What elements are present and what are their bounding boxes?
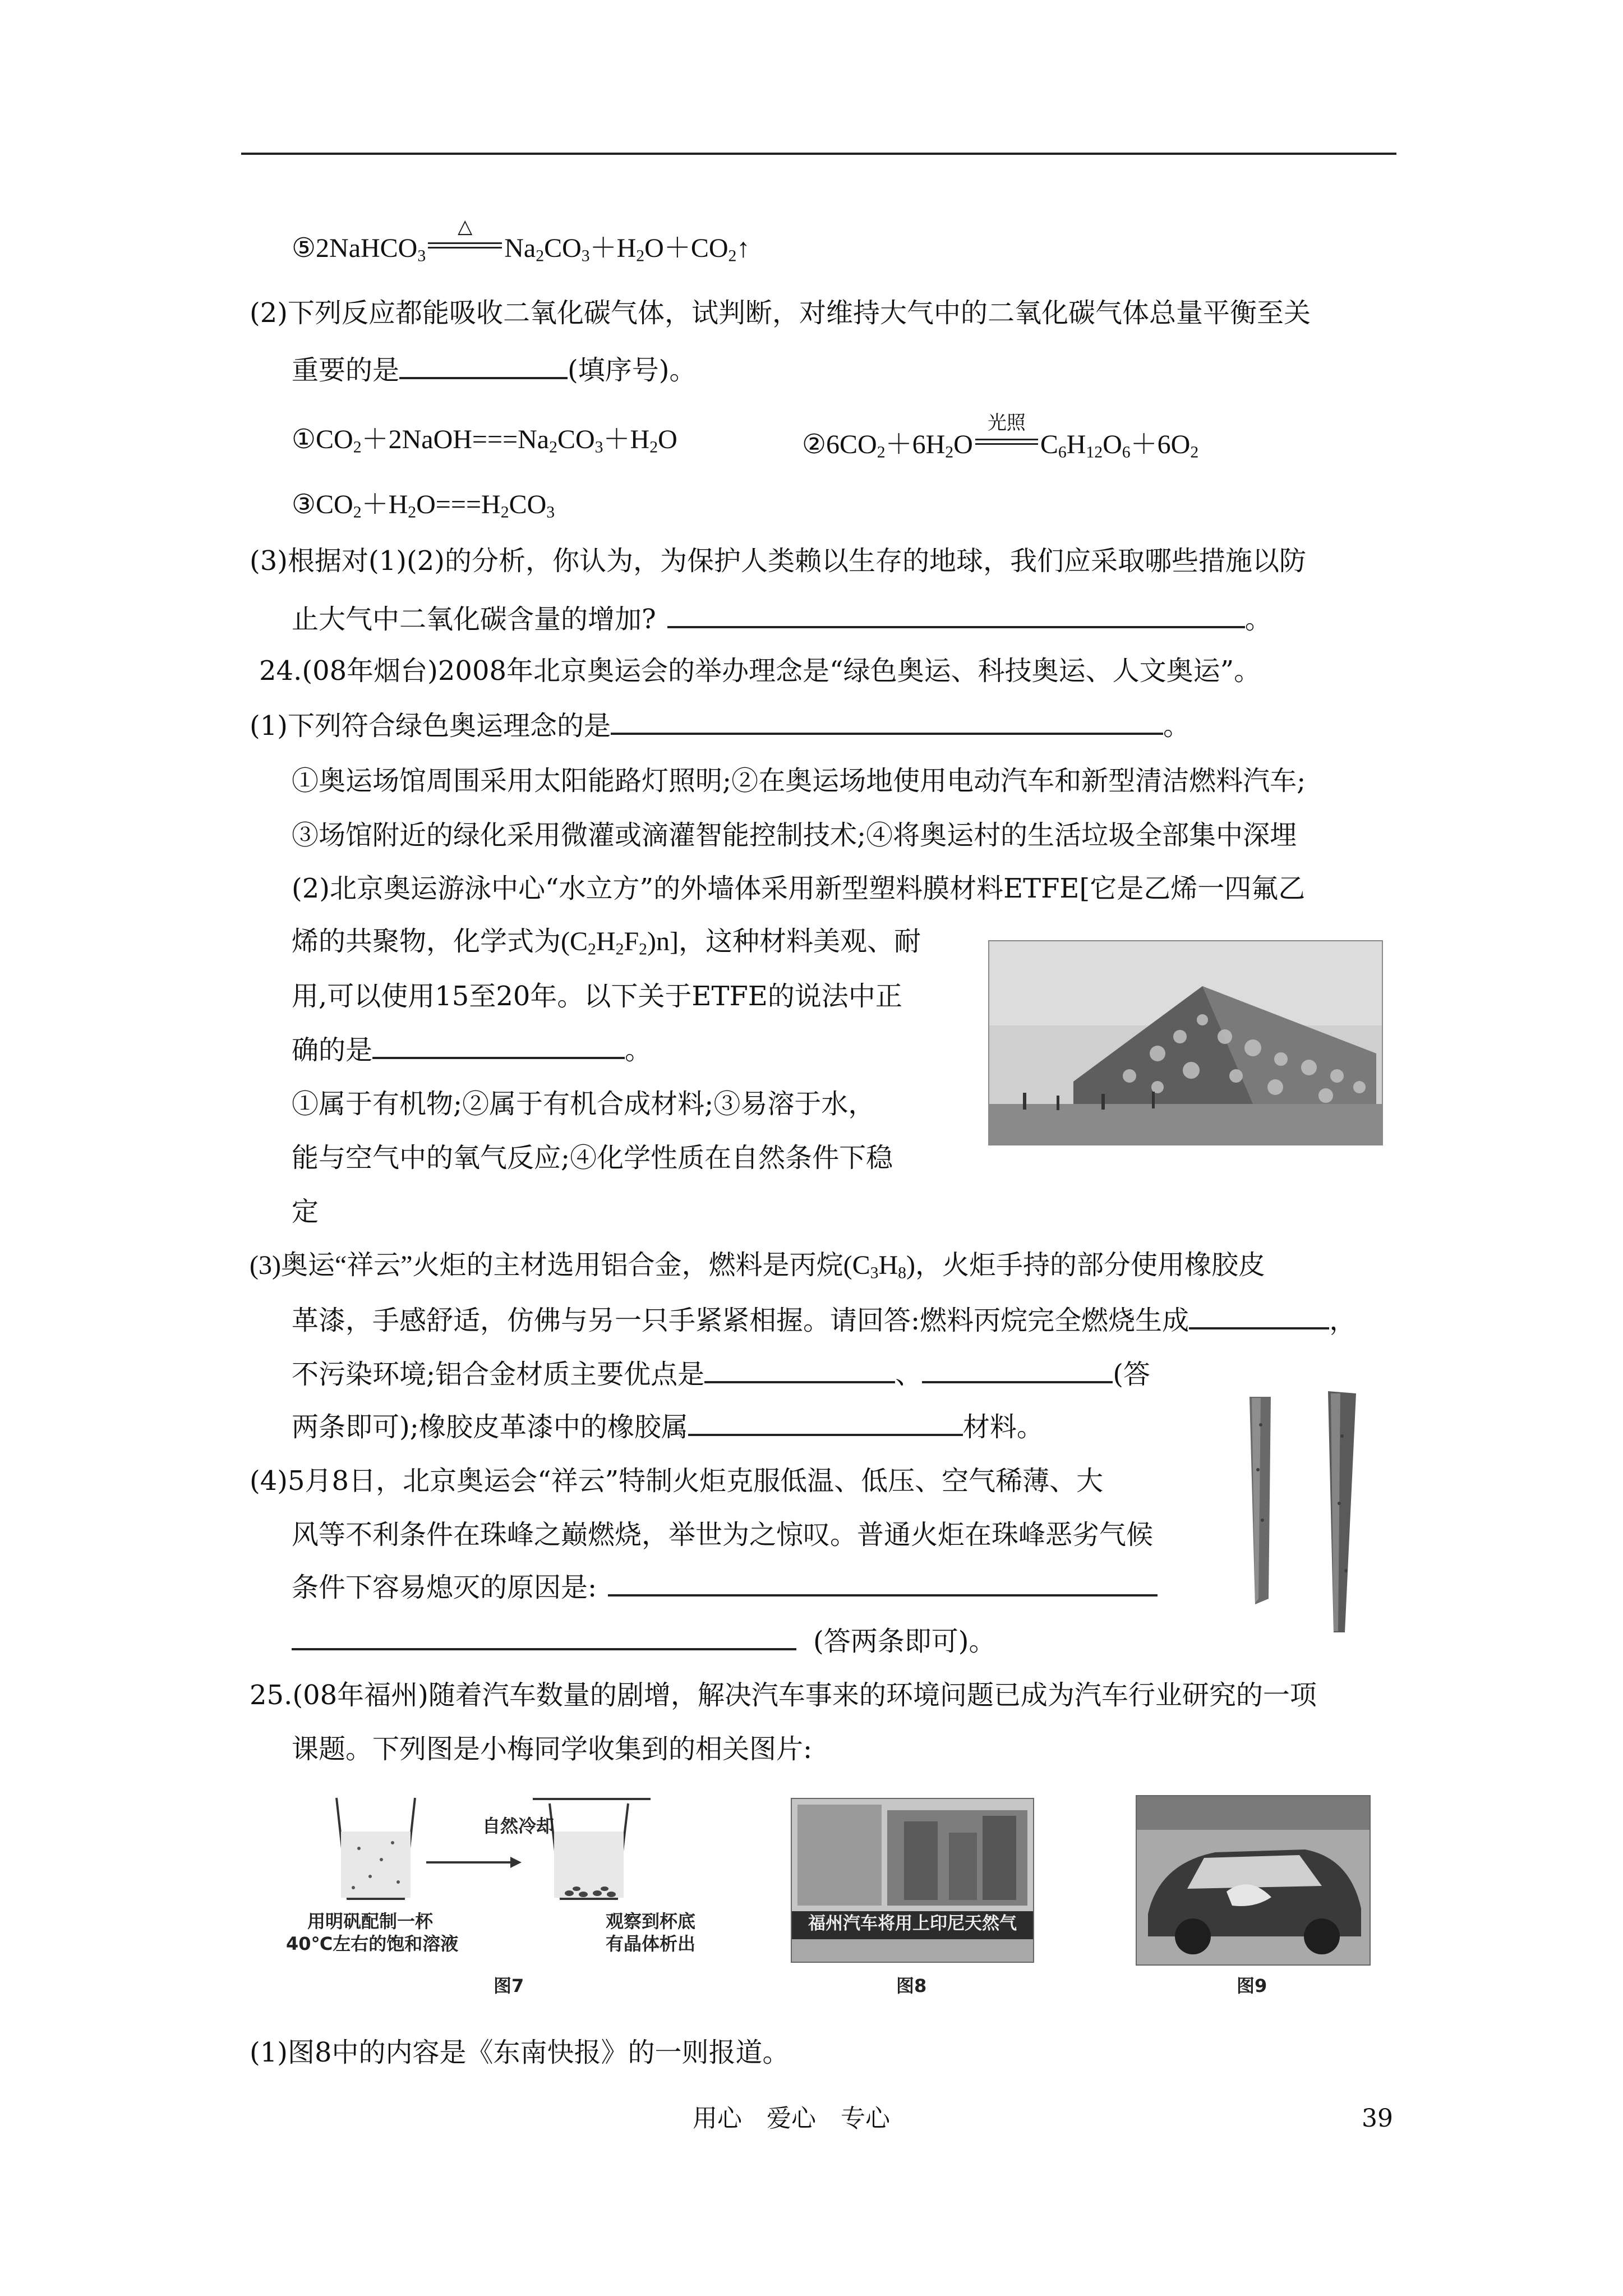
fig7-label: 图7 (494, 1975, 524, 1996)
q24-heading: 24.(08年烟台)2008年北京奥运会的举办理念是“绿色奥运、科技奥运、人文奥运”。 (259, 655, 1261, 687)
q24-part3-line2: 革漆，手感舒适，仿佛与另一只手紧紧相握。请回答:燃料丙烷完全燃烧生成 ， (292, 1305, 1357, 1336)
q23-part3-line1: (3)根据对(1)(2)的分析，你认为，为保护人类赖以生存的地球，我们应采取哪些措施以防 (250, 545, 1306, 577)
fig7-arrow-label: 自然冷却 (482, 1815, 555, 1837)
q24-part2-line1: (2)北京奥运游泳中心“水立方”的外墙体采用新型塑料膜材料ETFE[它是乙烯一四氟乙 (292, 873, 1306, 904)
reaction-3: $③CO_2+H_2O===H_2CO_3$ (292, 490, 555, 522)
answer-blank[interactable] (688, 1414, 963, 1436)
q25-part1: (1)图8中的内容是《东南快报》的一则报道。 (250, 2037, 790, 2068)
fig9-label: 图9 (1237, 1975, 1267, 1996)
torch-photos (1244, 1391, 1367, 1638)
reaction-2: $②6CO_2+6H_2O$ 光照 $C_6H_{12}O_6+6O_2$ (802, 413, 1199, 462)
header-rule (241, 153, 1396, 155)
answer-blank[interactable] (611, 712, 1163, 735)
q24-part2-line3: 用,可以使用15至20年。以下关于ETFE的说法中正 (292, 981, 902, 1012)
answer-blank[interactable] (292, 1628, 796, 1650)
q24-part4-line1: (4)5月8日，北京奥运会“祥云”特制火炬克服低温、低压、空气稀薄、大 (250, 1465, 1104, 1497)
answer-blank[interactable] (1189, 1307, 1329, 1329)
answer-blank[interactable] (372, 1037, 625, 1059)
light-arrow: 光照 (973, 426, 1040, 453)
figure-8-newspaper (791, 1798, 1034, 1963)
answer-blank[interactable] (608, 1574, 1158, 1596)
q24-part1-options-2: ③场馆附近的绿化采用微灌或滴灌智能控制技术;④将奥运村的生活垃圾全部集中深埋 (292, 820, 1297, 851)
answer-blank[interactable] (399, 357, 568, 379)
page-number: 39 (1362, 2104, 1393, 2133)
water-cube-photo (988, 940, 1383, 1145)
answer-blank[interactable] (922, 1361, 1113, 1383)
q24-part2-line5: ①属于有机物;②属于有机合成材料;③易溶于水， (292, 1088, 875, 1120)
q23-part2-line2: 重要的是 (填序号)。 (292, 355, 697, 386)
q24-part4-line2: 风等不利条件在珠峰之巅燃烧，举世为之惊叹。普通火炬在珠峰恶劣气候 (292, 1519, 1154, 1550)
q24-part3-line3: 不污染环境;铝合金材质主要优点是 、 (答 (292, 1359, 1150, 1390)
fig7-left-caption: 用明矾配制一杯 40℃左右的饱和溶液 (286, 1911, 459, 1954)
reaction-1: $①CO_2+2NaOH===Na_2CO_3+H_2O$ (292, 425, 677, 457)
q24-part2-line2: 烯的共聚物，化学式为$(C_2H_2F_2)n$]，这种材料美观、耐 (292, 927, 921, 959)
answer-blank[interactable] (667, 606, 1245, 628)
q24-part1: (1)下列符合绿色奥运理念的是 。 (250, 710, 1191, 742)
fig8-label: 图8 (896, 1975, 927, 1996)
equation-5: ⑤2NaHCO$_3$ △ $Na_2CO_3+H_2O+CO_2↑$ (292, 217, 750, 265)
q24-part3-line1: (3)奥运“祥云”火炬的主材选用铝合金，燃料是丙烷$(C_3H_8)$，火炬手持的部分使用橡胶皮 (250, 1250, 1266, 1282)
heating-arrow: △ (426, 230, 504, 257)
q23-part3-line2: 止大气中二氧化碳含量的增加? 。 (292, 604, 1272, 635)
fig8-headline: 福州汽车将用上印尼天然气 (808, 1913, 1017, 1934)
footer-motto: 用心 爱心 专心 (693, 2104, 890, 2133)
q24-part2-line7: 定 (292, 1196, 319, 1227)
fig7-right-caption: 观察到杯底 有晶体析出 (605, 1911, 695, 1954)
q24-part3-line4: 两条即可);橡胶皮革漆中的橡胶属 材料。 (292, 1411, 1044, 1443)
q24-part4-line3: 条件下容易熄灭的原因是: (292, 1574, 1158, 1601)
answer-blank[interactable] (704, 1361, 895, 1383)
figure-9-car-photo (1136, 1795, 1371, 1966)
q24-part2-line6: 能与空气中的氧气反应;④化学性质在自然条件下稳 (292, 1142, 893, 1174)
q24-part4-line4: (答两条即可)。 (292, 1628, 995, 1655)
q25-line2: 课题。下列图是小梅同学收集到的相关图片: (292, 1733, 813, 1765)
q25-line1: 25.(08年福州)随着汽车数量的剧增，解决汽车事来的环境问题已成为汽车行业研究的一项 (250, 1680, 1317, 1711)
q24-part1-options-1: ①奥运场馆周围采用太阳能路灯照明;②在奥运场地使用电动汽车和新型清洁燃料汽车; (292, 765, 1306, 797)
q24-part2-line4: 确的是 。 (292, 1034, 652, 1066)
q23-part2-line1: (2)下列反应都能吸收二氧化碳气体，试判断，对维持大气中的二氧化碳气体总量平衡至关 (250, 297, 1311, 329)
